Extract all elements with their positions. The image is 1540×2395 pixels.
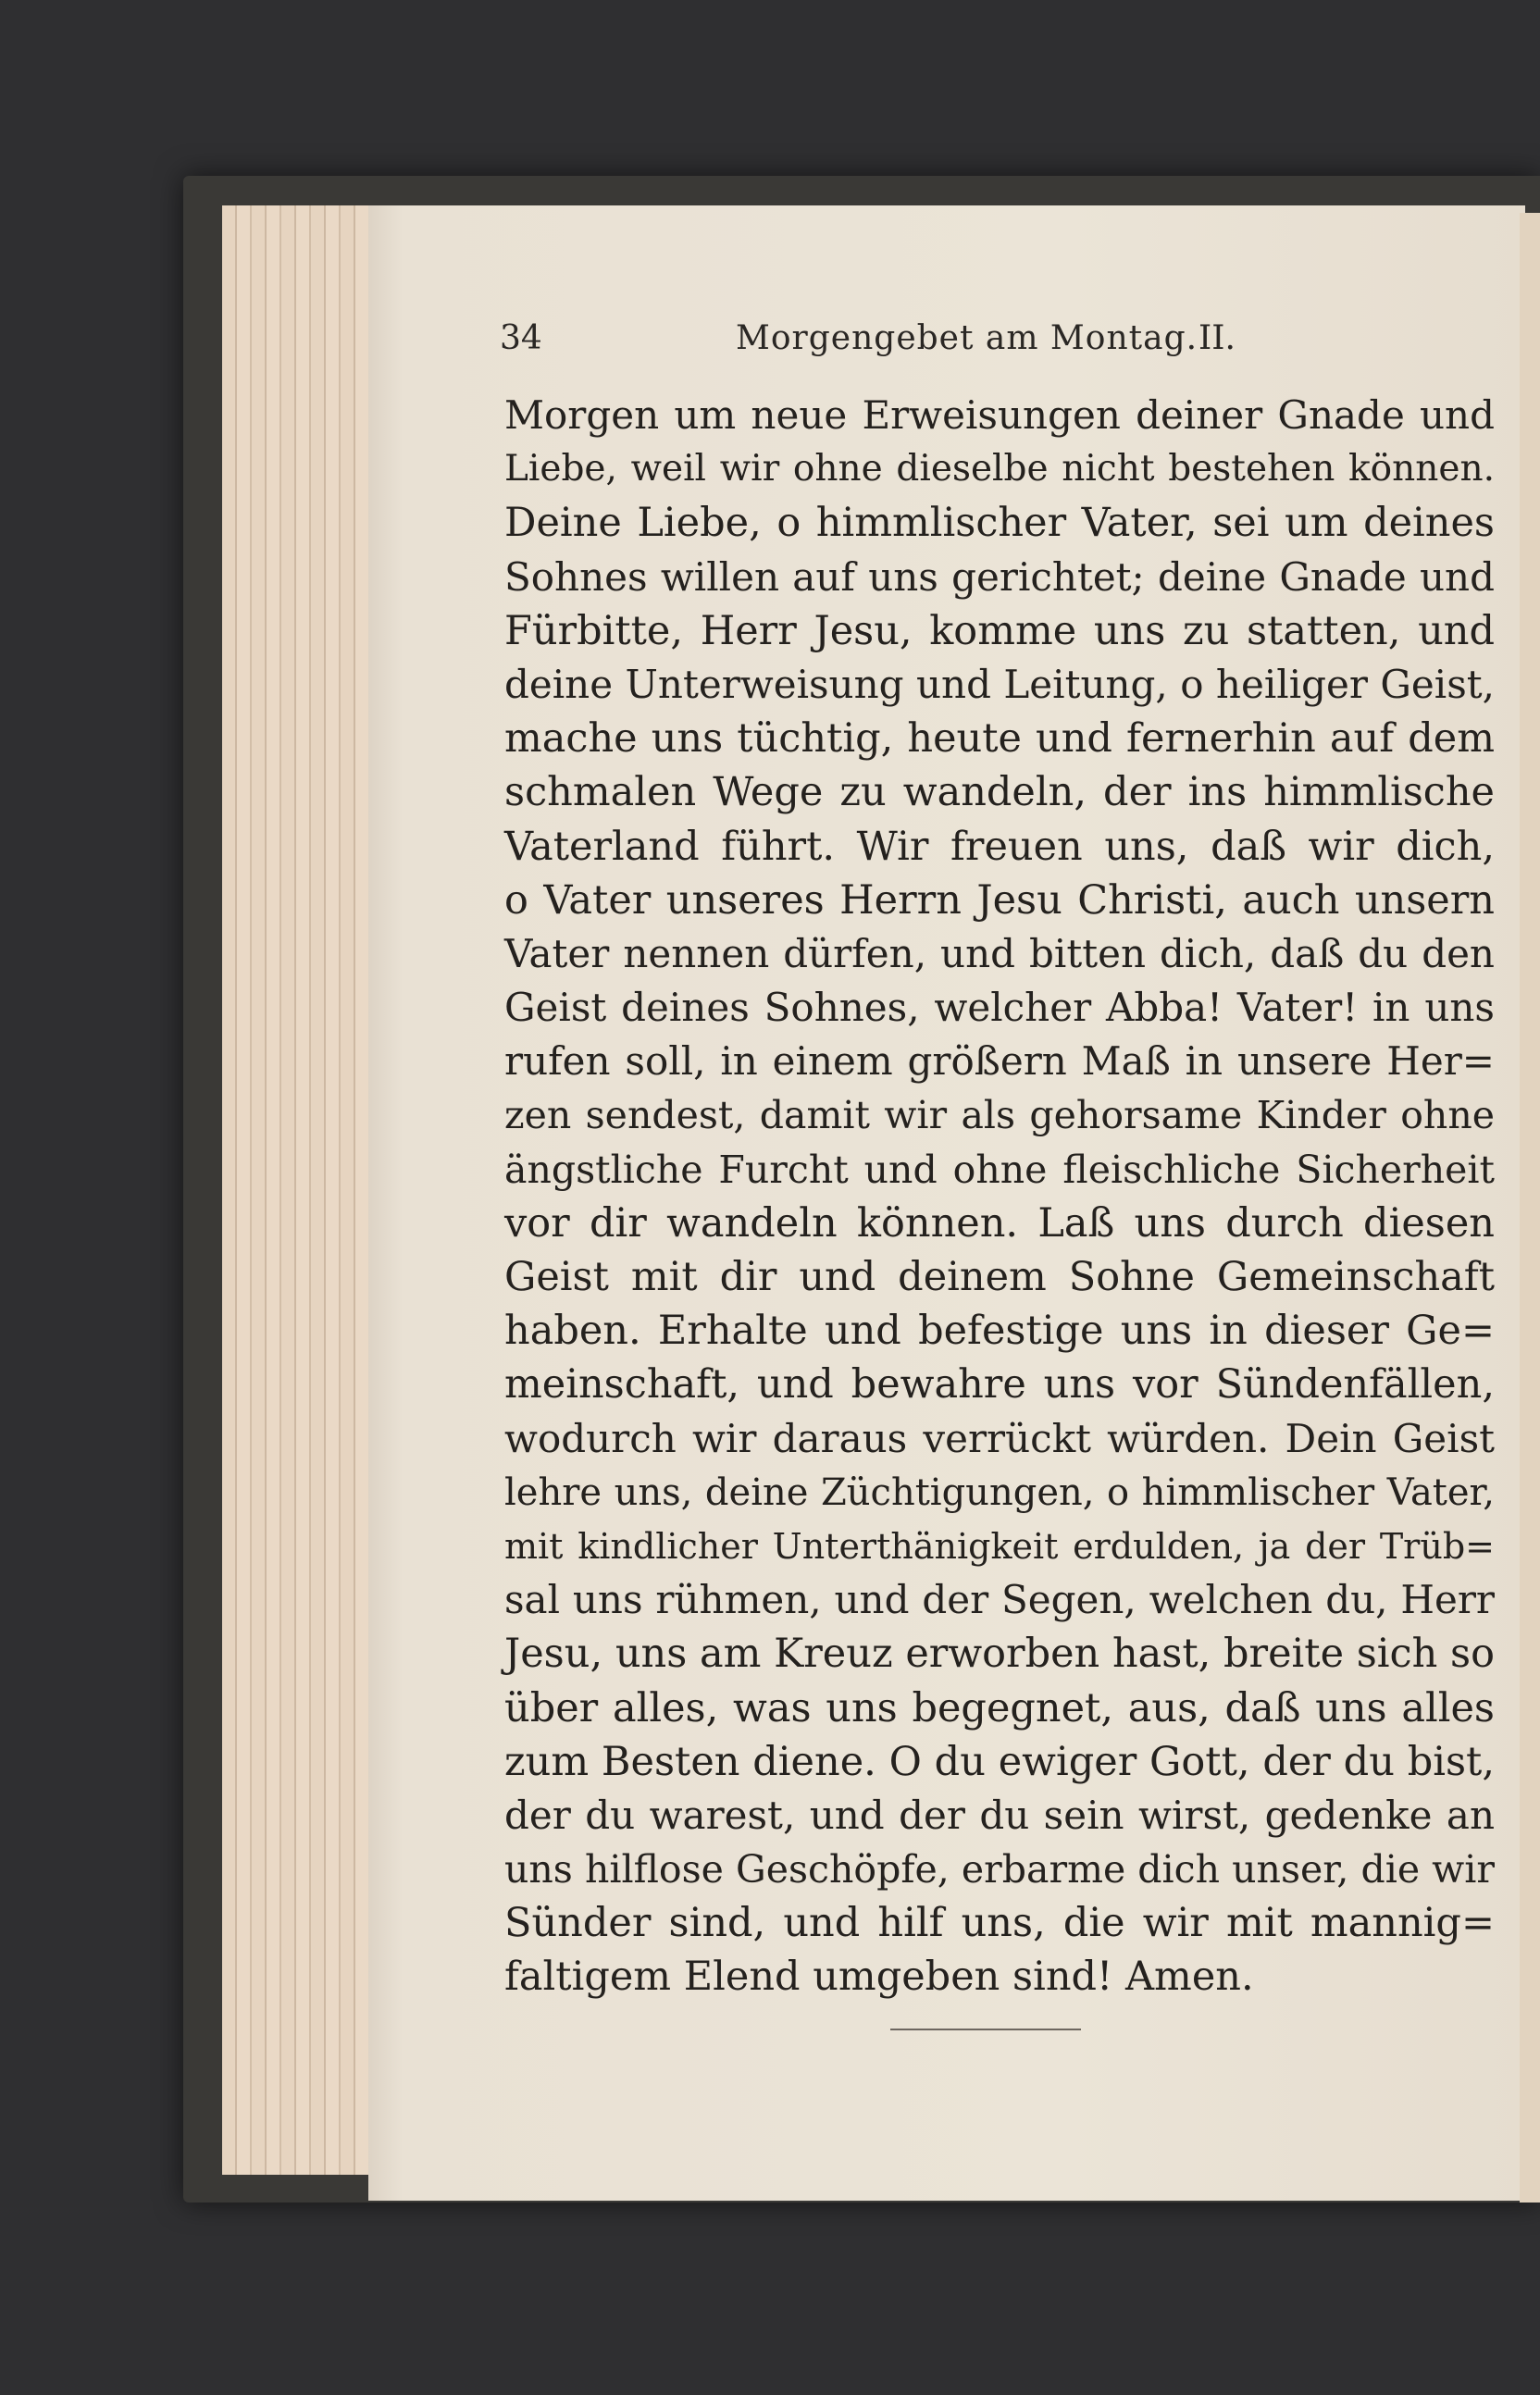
text-line: Sohnes willen auf uns gerichtet; deine Gnade und [504,553,1495,600]
text-line: lehre uns, deine Züchtigungen, o himmlischer Vater, [504,1471,1495,1514]
text-line: ängstliche Furcht und ohne fleischliche Sicherheit [504,1147,1495,1192]
page-edges [222,205,379,2175]
text-line: Jesu, uns am Kreuz erworben hast, breite sich so [504,1631,1495,1678]
text-line: rufen soll, in einem größern Maß in unsere Her= [504,1038,1495,1085]
text-line: deine Unterweisung und Leitung, o heiliger Geist, [504,661,1495,707]
text-line: der du warest, und der du sein wirst, gedenke an [504,1792,1495,1838]
text-line: haben. Erhalte und befestige uns in dieser Ge= [504,1308,1495,1355]
text-line: zen sendest, damit wir als gehorsame Kinder ohne [504,1093,1495,1138]
page-number: 34 [500,319,542,357]
text-line: mache uns tüchtig, heute und fernerhin auf dem [504,715,1495,763]
text-line: über alles, was uns begegnet, aus, daß uns alles [504,1684,1495,1731]
text-line: Vater nennen dürfen, und bitten dich, daß du den [504,930,1495,976]
text-line: o Vater unseres Herrn Jesu Christi, auch unsern [504,876,1495,924]
text-line: Morgen um neue Erweisungen deiner Gnade und [504,392,1495,438]
text-line: vor dir wandeln können. Laß uns durch diesen [504,1199,1495,1247]
running-title: Morgengebet am Montag. [736,319,1198,357]
text-line: schmalen Wege zu wandeln, der ins himmlische [504,769,1495,816]
text-line: Deine Liebe, o himmlischer Vater, sei um deines [504,500,1495,547]
text-line: Geist mit dir und deinem Sohne Gemeinschaft [504,1254,1495,1300]
text-line: uns hilflose Geschöpfe, erbarme dich unser, die wir [504,1847,1495,1892]
part-number: II. [1198,319,1236,357]
section-divider [890,2029,1081,2030]
text-line: Geist deines Sohnes, welcher Abba! Vater! in uns [504,985,1495,1031]
text-line: wodurch wir daraus verrückt würden. Dein Geist [504,1415,1495,1461]
running-head [500,319,1259,375]
prayer-text [504,389,1495,2004]
page-right-edge [1520,213,1540,2203]
text-line: Fürbitte, Herr Jesu, komme uns zu statten, und [504,607,1495,654]
text-line: mit kindlicher Unterthänigkeit erdulden, ja der Trüb= [504,1525,1495,1567]
text-line: Liebe, weil wir ohne dieselbe nicht bestehen können. [504,448,1495,490]
text-line: sal uns rühmen, und der Segen, welchen du, Herr [504,1577,1495,1623]
text-line: Sünder sind, und hilf uns, die wir mit mannig= [504,1900,1495,1947]
text-line: zum Besten diene. O du ewiger Gott, der du bist, [504,1738,1495,1785]
text-line: meinschaft, und bewahre uns vor Sündenfällen, [504,1361,1495,1408]
text-line-last: faltigem Elend umgeben sind! Amen. [504,1954,1254,2001]
text-line: Vaterland führt. Wir freuen uns, daß wir dich, [504,823,1495,870]
